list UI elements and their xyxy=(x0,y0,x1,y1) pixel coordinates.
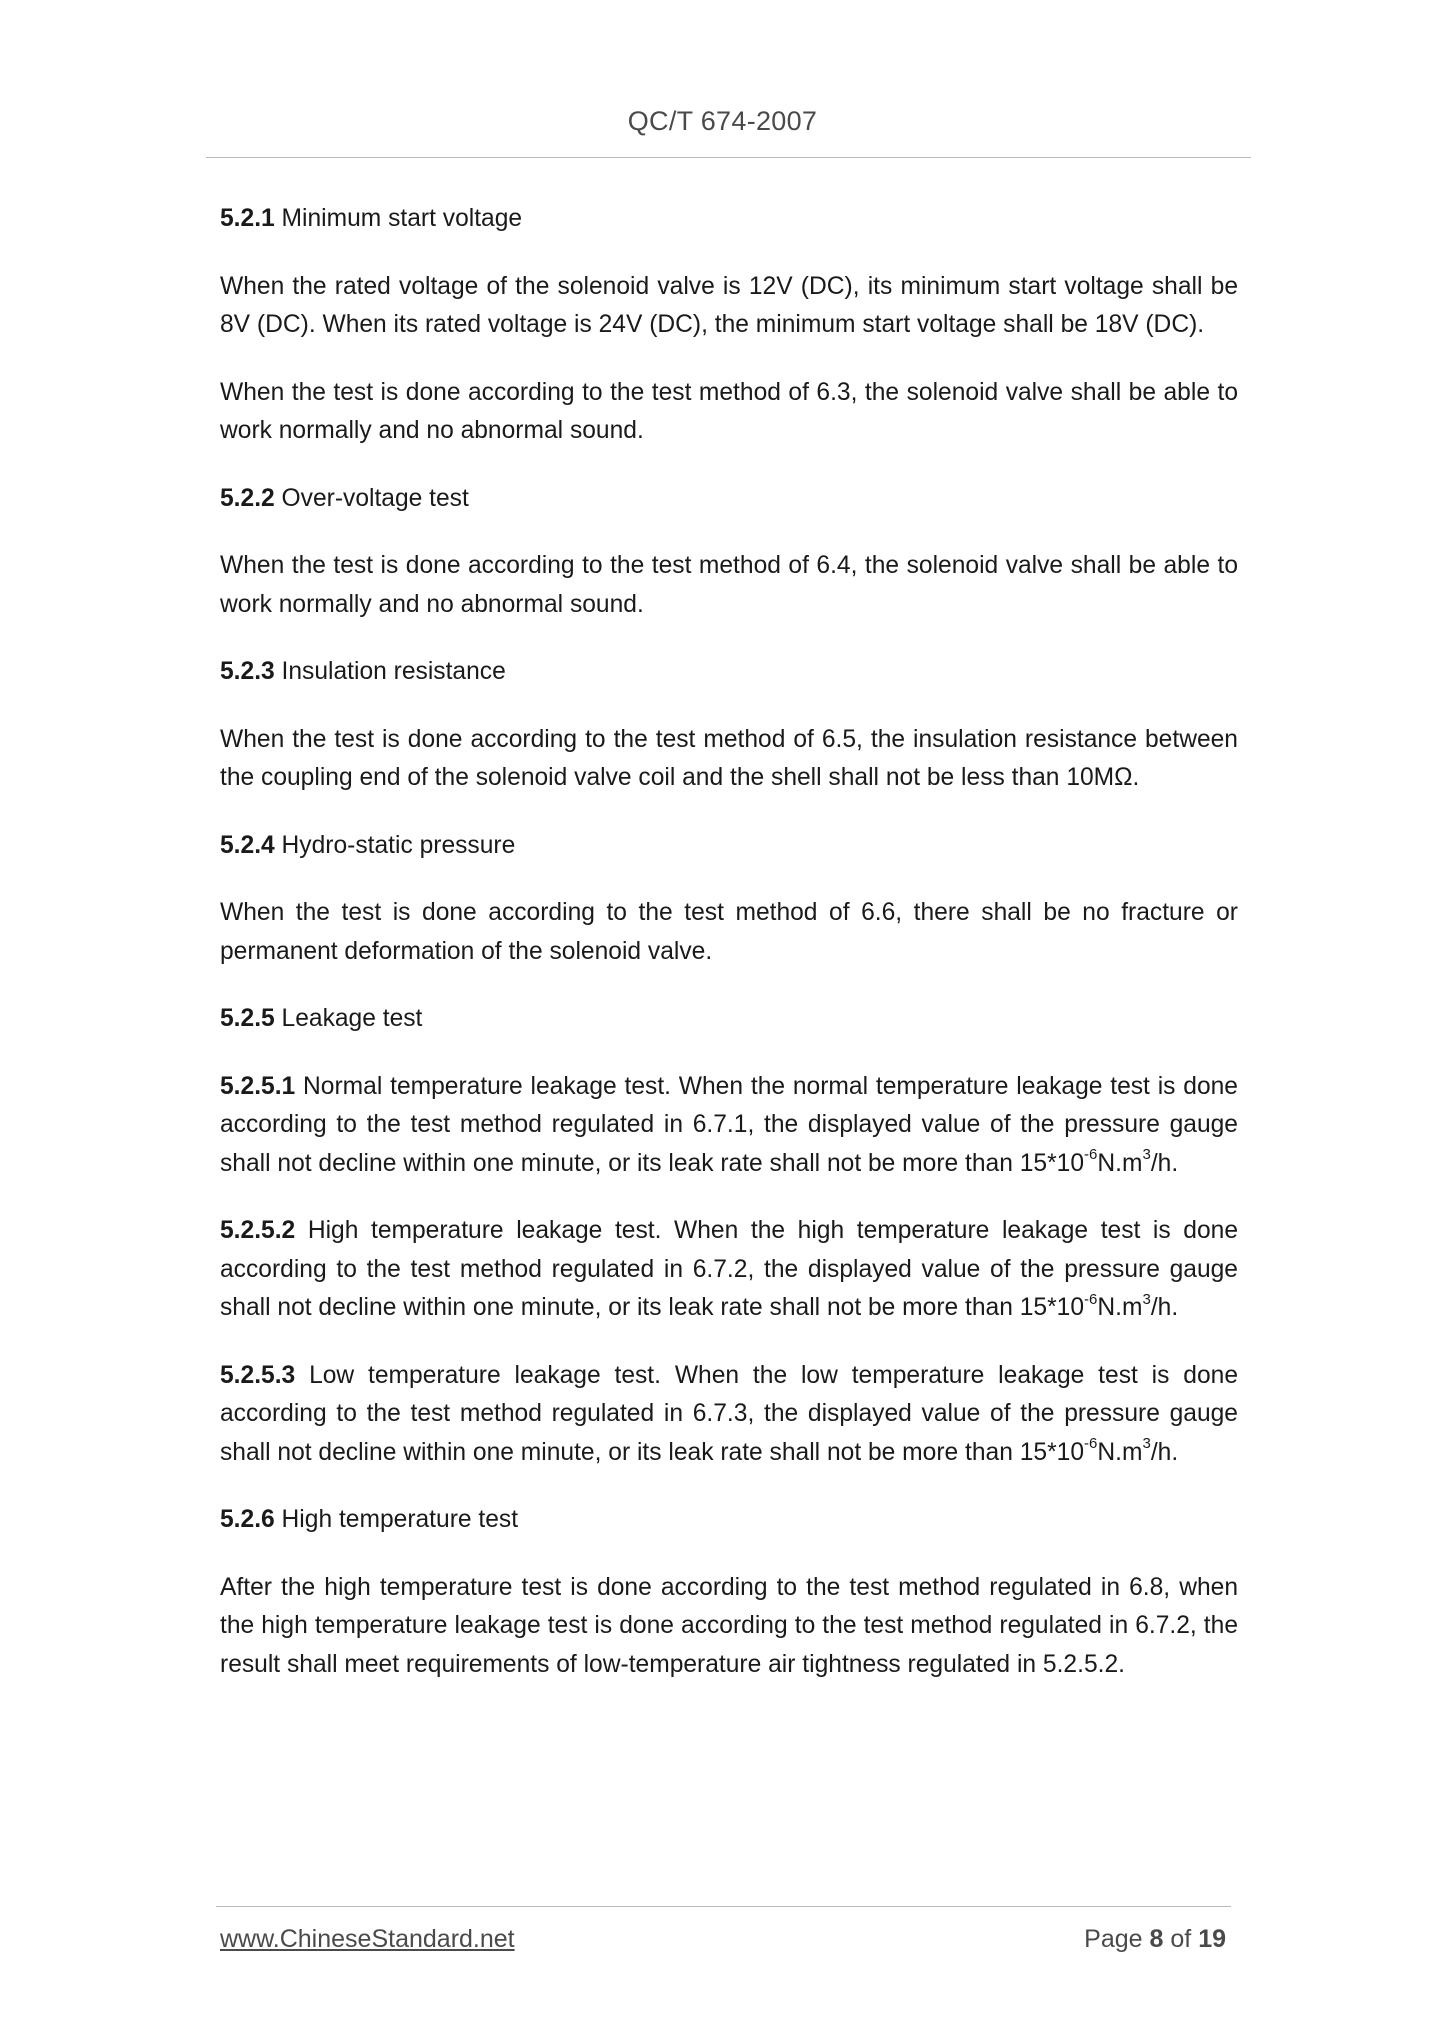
section-number: 5.2.4 xyxy=(220,831,275,859)
subsection-text: Normal temperature leakage test. When the normal temperature leakage test is done according to the test method regulated in 6.7.1, the displayed value of the pressure gauge shall not decline within one minute, or its leak rate shall not be more than 15*10 xyxy=(220,1072,1238,1177)
subsection-text: Low temperature leakage test. When the low temperature leakage test is done according to the test method regulated in 6.7.3, the displayed value of the pressure gauge shall not decline within one minute, or its leak rate shall not be more than 15*10 xyxy=(220,1361,1238,1466)
exponent: -6 xyxy=(1084,1146,1098,1164)
page-indicator xyxy=(1084,1925,1226,1954)
exponent: 3 xyxy=(1142,1146,1151,1164)
section-title: High temperature test xyxy=(281,1506,519,1533)
paragraph: When the test is done according to the test method of 6.5, the insulation resistance between the coupling end of the solenoid valve coil and the shell shall not be less than 10MΩ. xyxy=(220,725,1238,791)
total-pages: 19 xyxy=(1198,1925,1226,1953)
section-title: Over-voltage test xyxy=(281,484,469,512)
subsection-5-2-5-1 xyxy=(220,1068,1238,1184)
section-heading-5-2-5 xyxy=(220,1000,1238,1039)
document-body xyxy=(220,200,1238,1713)
section-heading-5-2-6 xyxy=(220,1501,1238,1540)
subsection-number: 5.2.5.2 xyxy=(220,1217,296,1244)
section-heading-5-2-2 xyxy=(220,480,1238,519)
section-title: Hydro-static pressure xyxy=(281,831,516,859)
unit-text: N.m xyxy=(1097,1294,1143,1321)
unit-text: N.m xyxy=(1097,1149,1143,1177)
section-title: Leakage test xyxy=(281,1005,423,1032)
paragraph: When the test is done according to the test method of 6.4, the solenoid valve shall be able to work normally and no abnormal sound. xyxy=(220,552,1238,618)
unit-text: N.m xyxy=(1097,1438,1143,1466)
section-number: 5.2.5 xyxy=(220,1005,275,1032)
section-number: 5.2.6 xyxy=(220,1506,275,1533)
subsection-5-2-5-2 xyxy=(220,1212,1238,1328)
exponent: 3 xyxy=(1142,1435,1151,1453)
subsection-text: High temperature leakage test. When the high temperature leakage test is done according to the test method regulated in 6.7.2, the displayed value of the pressure gauge shall not decline within one minute, or its leak rate shall not be more than 15*10 xyxy=(220,1217,1238,1321)
unit-text: /h. xyxy=(1150,1294,1179,1321)
subsection-number: 5.2.5.1 xyxy=(220,1072,296,1100)
exponent: 3 xyxy=(1142,1290,1151,1308)
section-number: 5.2.2 xyxy=(220,484,275,512)
unit-text: /h. xyxy=(1150,1438,1179,1466)
page-number: 8 xyxy=(1149,1925,1164,1953)
page-label: Page xyxy=(1084,1925,1143,1953)
footer-divider xyxy=(216,1906,1231,1907)
paragraph: After the high temperature test is done according to the test method regulated in 6.8, when the high temperature leakage test is done according to the test method regulated in 6.7.2, the result shall meet requirements of low-temperature air tightness regulated in 5.2.5.2. xyxy=(220,1573,1238,1678)
section-number: 5.2.1 xyxy=(220,205,275,232)
page-header: QC/T 674-2007 xyxy=(627,106,818,136)
subsection-5-2-5-3 xyxy=(220,1357,1238,1473)
header-divider xyxy=(206,157,1251,158)
section-heading-5-2-3 xyxy=(220,653,1238,692)
unit-text: /h. xyxy=(1150,1149,1179,1177)
section-number: 5.2.3 xyxy=(220,658,275,685)
paragraph: When the rated voltage of the solenoid valve is 12V (DC), its minimum start voltage shall be 8V (DC). When its rated voltage is 24V (DC), the minimum start voltage shall be 18V (DC). xyxy=(220,272,1238,338)
section-title: Minimum start voltage xyxy=(281,205,523,232)
exponent: -6 xyxy=(1084,1290,1098,1308)
section-heading-5-2-4 xyxy=(220,827,1238,866)
paragraph: When the test is done according to the test method of 6.3, the solenoid valve shall be able to work normally and no abnormal sound. xyxy=(220,378,1238,444)
exponent: -6 xyxy=(1084,1435,1098,1453)
section-heading-5-2-1 xyxy=(220,200,1238,239)
website-link[interactable]: www.ChineseStandard.net xyxy=(220,1925,515,1953)
paragraph: When the test is done according to the test method of 6.6, there shall be no fracture or permanent deformation of the solenoid valve. xyxy=(220,899,1238,965)
of-label: of xyxy=(1170,1925,1192,1953)
subsection-number: 5.2.5.3 xyxy=(220,1361,296,1389)
section-title: Insulation resistance xyxy=(281,658,506,685)
